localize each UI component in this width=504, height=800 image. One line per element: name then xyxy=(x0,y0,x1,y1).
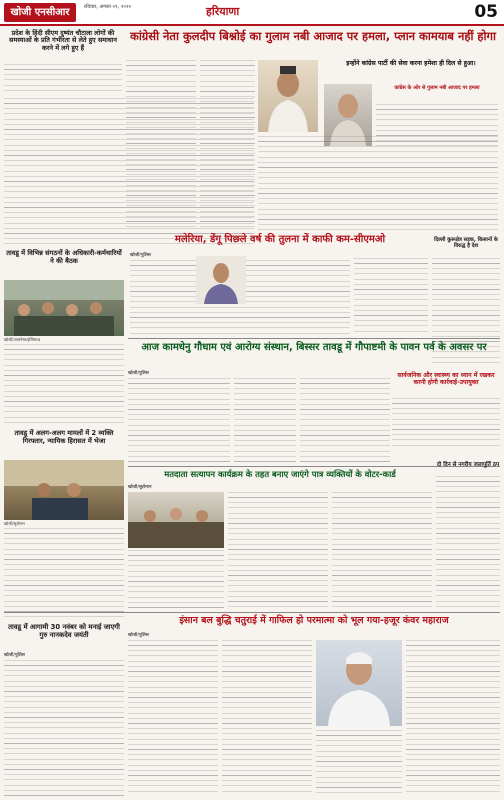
headline-left-lower: तावडू में अलग-अलग मामलों में 2 व्यक्ति गिरफ्तार, न्यायिक हिरासत में भेजा xyxy=(14,429,114,445)
article-body xyxy=(228,492,328,608)
byline: खोजी/पुलिस xyxy=(4,653,25,658)
article-body xyxy=(128,378,230,462)
byline: खोजी/पुलिस xyxy=(130,253,151,258)
article-body xyxy=(392,398,500,450)
byline: खोजी/पुलिस xyxy=(128,633,149,638)
photo-caption: खोजी/सुलेमान xyxy=(4,521,25,526)
news-photo xyxy=(4,460,124,520)
headline-left-bottom: तावडू में आगामी 30 नवंबर को मनाई जाएगी गुरु नानकदेव जयंती xyxy=(8,623,120,639)
article-body xyxy=(126,60,196,230)
headline-voter: मतदाता सत्यापन कार्यक्रम के तहत बनाए जाएंगे पात्र व्यक्तियों के वोटर-कार्ड xyxy=(164,469,396,479)
headline-right-upper: दिल्ली कुरूक्षेत्र सड़क, किसानों के विरुद्ध है देश xyxy=(434,237,498,249)
divider xyxy=(4,612,500,613)
byline: खोजी/पुलिस xyxy=(128,371,149,376)
article-body xyxy=(128,640,218,796)
article-body xyxy=(4,344,124,426)
article-body xyxy=(200,60,255,230)
headline-main: कांग्रेसी नेता कुलदीप बिश्नोई का गुलाम नबी आजाद पर हमला, प्लान कामयाब नहीं होगा xyxy=(130,29,496,43)
dateline: रविवार, अगस्त ०९, २०२० xyxy=(84,4,132,10)
headline-top-left: प्रदेश के हिंदी सीएम दुष्यंत चौटाला लोगों की समस्याओं के प्रति गंभीरता से लेते हुए समाधान करने में लगे हुए हैं xyxy=(9,29,117,52)
article-body xyxy=(316,730,402,796)
article-body xyxy=(4,64,122,94)
article-body xyxy=(300,378,390,462)
news-photo xyxy=(316,640,402,726)
article-body xyxy=(234,378,296,462)
section-title: हरियाणा xyxy=(206,5,240,18)
article-body xyxy=(4,660,124,796)
article-body xyxy=(4,528,124,620)
article-body xyxy=(436,476,500,608)
news-photo xyxy=(128,492,224,548)
page-number: 05 xyxy=(474,2,498,22)
article-body xyxy=(406,640,500,796)
masthead xyxy=(0,0,504,26)
headline-left-mid: तावडू में विभिन्न संगठनों के अधिकारी-कर्मचारियों ने की बैठक xyxy=(6,249,122,265)
news-photo xyxy=(258,60,318,132)
photo-caption: खोजी/आमनेसा/इम्तियाज़ xyxy=(4,337,41,342)
news-photo xyxy=(4,280,124,336)
newspaper-logo: खोजी एनसीआर xyxy=(4,3,76,22)
divider xyxy=(128,338,500,339)
pull-quote: इन्होंने कांग्रेस पार्टी की सेवा करना हमेशा ही दिल से हुआ। xyxy=(346,60,476,67)
headline-malaria: मलेरिया, डेंगू पिछले वर्ष की तुलना में काफी कम-सीएमओ xyxy=(174,234,386,245)
article-body xyxy=(354,258,428,334)
article-body xyxy=(258,136,498,230)
article-body xyxy=(332,492,432,608)
headline-bottom: इंसान बल बुद्धि चतुराई में गाफिल हो परमात्मा को भूल गया-हजूर कंवर महाराज xyxy=(179,615,449,626)
headline-right-lower: दो दिन से नगरीय जलापूर्ति ठप xyxy=(436,462,500,468)
headline-right-mid: सार्वजनिक और स्वास्थ्य का ध्यान में रखकर करनी होगी कार्रवाई-उपायुक्त xyxy=(397,372,495,387)
byline: खोजी/सुलेमान xyxy=(128,485,152,490)
article-body xyxy=(128,550,224,608)
news-photo xyxy=(196,256,246,304)
article-body xyxy=(222,640,312,796)
right-subhead: कांग्रेस के ओर से गुलाम नबी आजाद पर हमला xyxy=(394,85,480,91)
headline-gaushala: आज कामधेनु गौधाम एवं आरोग्य संस्थान, बिस्सर तावडू में गौपाष्टमी के पावन पर्व के अवसर पर xyxy=(141,342,487,353)
